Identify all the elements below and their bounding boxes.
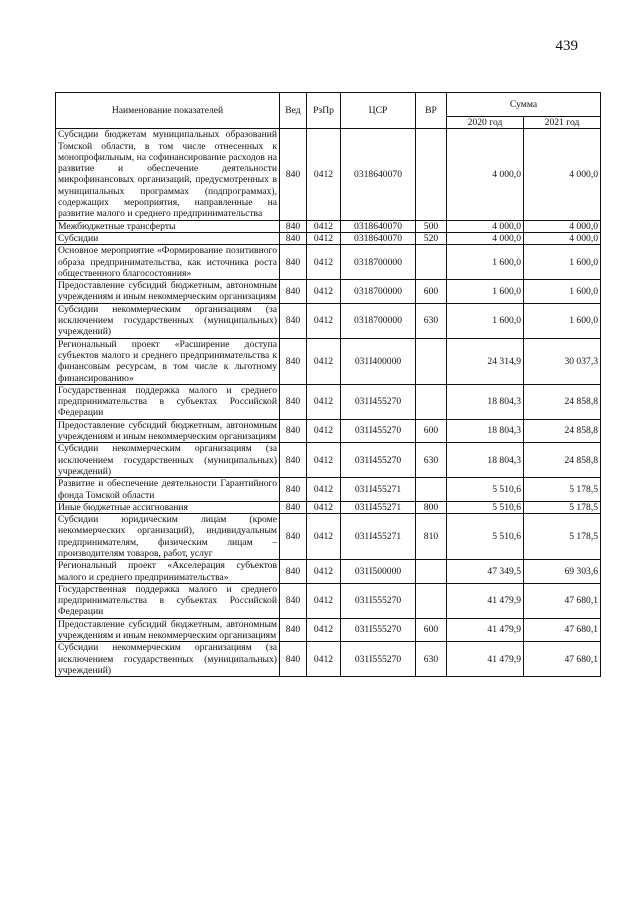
header-year-2021: 2021 год bbox=[524, 117, 601, 129]
row-csr: 0318700000 bbox=[341, 280, 416, 304]
row-csr: 031I455271 bbox=[341, 514, 416, 560]
table-row bbox=[56, 338, 601, 384]
row-ved: 840 bbox=[280, 560, 307, 584]
row-amount-2020: 5 510,6 bbox=[447, 501, 524, 513]
row-amount-2021: 5 178,5 bbox=[524, 501, 601, 513]
row-amount-2021: 5 178,5 bbox=[524, 514, 601, 560]
row-csr: 031I455270 bbox=[341, 419, 416, 443]
row-amount-2021: 24 858,8 bbox=[524, 384, 601, 419]
row-amount-2020: 4 000,0 bbox=[447, 129, 524, 220]
row-csr: 0318700000 bbox=[341, 245, 416, 280]
row-name: Региональный проект «Расширение доступа субъектов малого и среднего предпринимательства к финансовым ресурсам, в том числе к льготному финансированию» bbox=[56, 338, 280, 384]
table-row bbox=[56, 478, 601, 502]
row-amount-2020: 1 600,0 bbox=[447, 303, 524, 338]
page-number: 439 bbox=[555, 38, 578, 54]
row-rzpr: 0412 bbox=[307, 618, 341, 642]
row-amount-2021: 1 600,0 bbox=[524, 245, 601, 280]
table-row bbox=[56, 232, 601, 244]
row-ved: 840 bbox=[280, 478, 307, 502]
row-amount-2020: 41 479,9 bbox=[447, 642, 524, 677]
row-amount-2020: 5 510,6 bbox=[447, 514, 524, 560]
row-rzpr: 0412 bbox=[307, 583, 341, 618]
row-amount-2020: 4 000,0 bbox=[447, 232, 524, 244]
row-amount-2020: 18 804,3 bbox=[447, 384, 524, 419]
header-rzpr: РзПр bbox=[307, 93, 341, 129]
row-amount-2021: 30 037,3 bbox=[524, 338, 601, 384]
row-vr: 810 bbox=[416, 514, 447, 560]
row-rzpr: 0412 bbox=[307, 384, 341, 419]
row-name: Субсидии бюджетам муниципальных образований Томской области, в том числе отнесенных к монопрофильным, на софинансирование расходов на развитие и обеспечение деятельности микрофинансовых организаций, предусмотренных в муниципальных программах (подпрограммах), содержащих мероприятия, направленные на развитие малого и среднего предпринимательства bbox=[56, 129, 280, 220]
row-vr bbox=[416, 560, 447, 584]
row-rzpr: 0412 bbox=[307, 514, 341, 560]
row-vr: 630 bbox=[416, 303, 447, 338]
table-row bbox=[56, 129, 601, 220]
row-vr: 630 bbox=[416, 443, 447, 478]
row-name: Субсидии некоммерческим организациям (за исключением государственных (муниципальных) учреждений) bbox=[56, 443, 280, 478]
row-ved: 840 bbox=[280, 618, 307, 642]
row-name: Государственная поддержка малого и среднего предпринимательства в субъектах Российской Федерации bbox=[56, 583, 280, 618]
row-amount-2021: 47 680,1 bbox=[524, 618, 601, 642]
row-vr: 500 bbox=[416, 220, 447, 232]
row-amount-2021: 69 303,6 bbox=[524, 560, 601, 584]
header-ved: Вед bbox=[280, 93, 307, 129]
table-row bbox=[56, 501, 601, 513]
row-amount-2020: 47 349,5 bbox=[447, 560, 524, 584]
row-amount-2021: 4 000,0 bbox=[524, 220, 601, 232]
row-amount-2021: 1 600,0 bbox=[524, 280, 601, 304]
row-ved: 840 bbox=[280, 642, 307, 677]
row-rzpr: 0412 bbox=[307, 419, 341, 443]
row-ved: 840 bbox=[280, 280, 307, 304]
table-row bbox=[56, 514, 601, 560]
row-ved: 840 bbox=[280, 245, 307, 280]
row-vr: 600 bbox=[416, 618, 447, 642]
row-amount-2021: 47 680,1 bbox=[524, 583, 601, 618]
row-csr: 031I455270 bbox=[341, 384, 416, 419]
row-vr bbox=[416, 338, 447, 384]
row-ved: 840 bbox=[280, 338, 307, 384]
row-vr bbox=[416, 478, 447, 502]
row-amount-2021: 1 600,0 bbox=[524, 303, 601, 338]
row-rzpr: 0412 bbox=[307, 232, 341, 244]
row-csr: 0318640070 bbox=[341, 129, 416, 220]
row-amount-2020: 4 000,0 bbox=[447, 220, 524, 232]
row-ved: 840 bbox=[280, 419, 307, 443]
row-vr: 800 bbox=[416, 501, 447, 513]
row-amount-2020: 1 600,0 bbox=[447, 280, 524, 304]
row-ved: 840 bbox=[280, 583, 307, 618]
row-amount-2020: 18 804,3 bbox=[447, 443, 524, 478]
row-name: Государственная поддержка малого и среднего предпринимательства в субъектах Российской Федерации bbox=[56, 384, 280, 419]
row-name: Межбюджетные трансферты bbox=[56, 220, 280, 232]
row-amount-2021: 24 858,8 bbox=[524, 443, 601, 478]
row-vr: 600 bbox=[416, 280, 447, 304]
row-vr bbox=[416, 583, 447, 618]
row-ved: 840 bbox=[280, 384, 307, 419]
row-name: Субсидии некоммерческим организациям (за исключением государственных (муниципальных) учреждений) bbox=[56, 303, 280, 338]
row-name: Субсидии юридическим лицам (кроме некоммерческих организаций), индивидуальным предпринимателям, физическим лицам – производителям товаров, работ, услуг bbox=[56, 514, 280, 560]
row-amount-2021: 24 858,8 bbox=[524, 419, 601, 443]
row-ved: 840 bbox=[280, 443, 307, 478]
row-csr: 031I455271 bbox=[341, 478, 416, 502]
table-row bbox=[56, 384, 601, 419]
row-ved: 840 bbox=[280, 514, 307, 560]
row-rzpr: 0412 bbox=[307, 560, 341, 584]
row-name: Развитие и обеспечение деятельности Гарантийного фонда Томской области bbox=[56, 478, 280, 502]
row-amount-2020: 41 479,9 bbox=[447, 583, 524, 618]
header-name: Наименование показателей bbox=[56, 93, 280, 129]
table-row bbox=[56, 280, 601, 304]
row-rzpr: 0412 bbox=[307, 303, 341, 338]
table-row bbox=[56, 642, 601, 677]
row-csr: 031I555270 bbox=[341, 583, 416, 618]
header-csr: ЦСР bbox=[341, 93, 416, 129]
row-rzpr: 0412 bbox=[307, 280, 341, 304]
table-body bbox=[56, 129, 601, 677]
row-amount-2020: 41 479,9 bbox=[447, 618, 524, 642]
row-vr: 520 bbox=[416, 232, 447, 244]
row-name: Субсидии bbox=[56, 232, 280, 244]
row-rzpr: 0412 bbox=[307, 501, 341, 513]
row-amount-2021: 5 178,5 bbox=[524, 478, 601, 502]
header-vr: ВР bbox=[416, 93, 447, 129]
row-vr bbox=[416, 129, 447, 220]
table-row bbox=[56, 583, 601, 618]
row-name: Предоставление субсидий бюджетным, автономным учреждениям и иным некоммерческим организациям bbox=[56, 419, 280, 443]
row-csr: 031I500000 bbox=[341, 560, 416, 584]
row-rzpr: 0412 bbox=[307, 478, 341, 502]
row-vr bbox=[416, 384, 447, 419]
row-rzpr: 0412 bbox=[307, 220, 341, 232]
table-row bbox=[56, 419, 601, 443]
row-name: Предоставление субсидий бюджетным, автономным учреждениям и иным некоммерческим организациям bbox=[56, 618, 280, 642]
row-rzpr: 0412 bbox=[307, 338, 341, 384]
row-amount-2021: 47 680,1 bbox=[524, 642, 601, 677]
row-amount-2021: 4 000,0 bbox=[524, 129, 601, 220]
table-row bbox=[56, 220, 601, 232]
row-ved: 840 bbox=[280, 129, 307, 220]
header-year-2020: 2020 год bbox=[447, 117, 524, 129]
row-vr bbox=[416, 245, 447, 280]
row-ved: 840 bbox=[280, 303, 307, 338]
row-amount-2020: 5 510,6 bbox=[447, 478, 524, 502]
row-csr: 031I400000 bbox=[341, 338, 416, 384]
row-rzpr: 0412 bbox=[307, 642, 341, 677]
table-row bbox=[56, 443, 601, 478]
row-ved: 840 bbox=[280, 220, 307, 232]
row-csr: 031I455270 bbox=[341, 443, 416, 478]
row-rzpr: 0412 bbox=[307, 129, 341, 220]
row-name: Субсидии некоммерческим организациям (за исключением государственных (муниципальных) учреждений) bbox=[56, 642, 280, 677]
row-vr: 630 bbox=[416, 642, 447, 677]
header-sum: Сумма bbox=[447, 93, 601, 117]
budget-table bbox=[55, 92, 601, 677]
table-row bbox=[56, 245, 601, 280]
table-row bbox=[56, 618, 601, 642]
row-csr: 0318700000 bbox=[341, 303, 416, 338]
row-csr: 0318640070 bbox=[341, 220, 416, 232]
row-rzpr: 0412 bbox=[307, 443, 341, 478]
row-vr: 600 bbox=[416, 419, 447, 443]
row-name: Региональный проект «Акселерация субъектов малого и среднего предпринимательства» bbox=[56, 560, 280, 584]
table-row bbox=[56, 303, 601, 338]
row-ved: 840 bbox=[280, 501, 307, 513]
row-csr: 0318640070 bbox=[341, 232, 416, 244]
row-name: Иные бюджетные ассигнования bbox=[56, 501, 280, 513]
row-amount-2021: 4 000,0 bbox=[524, 232, 601, 244]
row-rzpr: 0412 bbox=[307, 245, 341, 280]
row-name: Предоставление субсидий бюджетным, автономным учреждениям и иным некоммерческим организациям bbox=[56, 280, 280, 304]
row-csr: 031I555270 bbox=[341, 642, 416, 677]
row-name: Основное мероприятие «Формирование позитивного образа предпринимательства, как источника роста общественного благосостояния» bbox=[56, 245, 280, 280]
row-amount-2020: 1 600,0 bbox=[447, 245, 524, 280]
row-amount-2020: 24 314,9 bbox=[447, 338, 524, 384]
row-csr: 031I455271 bbox=[341, 501, 416, 513]
table-row bbox=[56, 560, 601, 584]
row-ved: 840 bbox=[280, 232, 307, 244]
row-csr: 031I555270 bbox=[341, 618, 416, 642]
table-header bbox=[56, 93, 601, 129]
row-amount-2020: 18 804,3 bbox=[447, 419, 524, 443]
